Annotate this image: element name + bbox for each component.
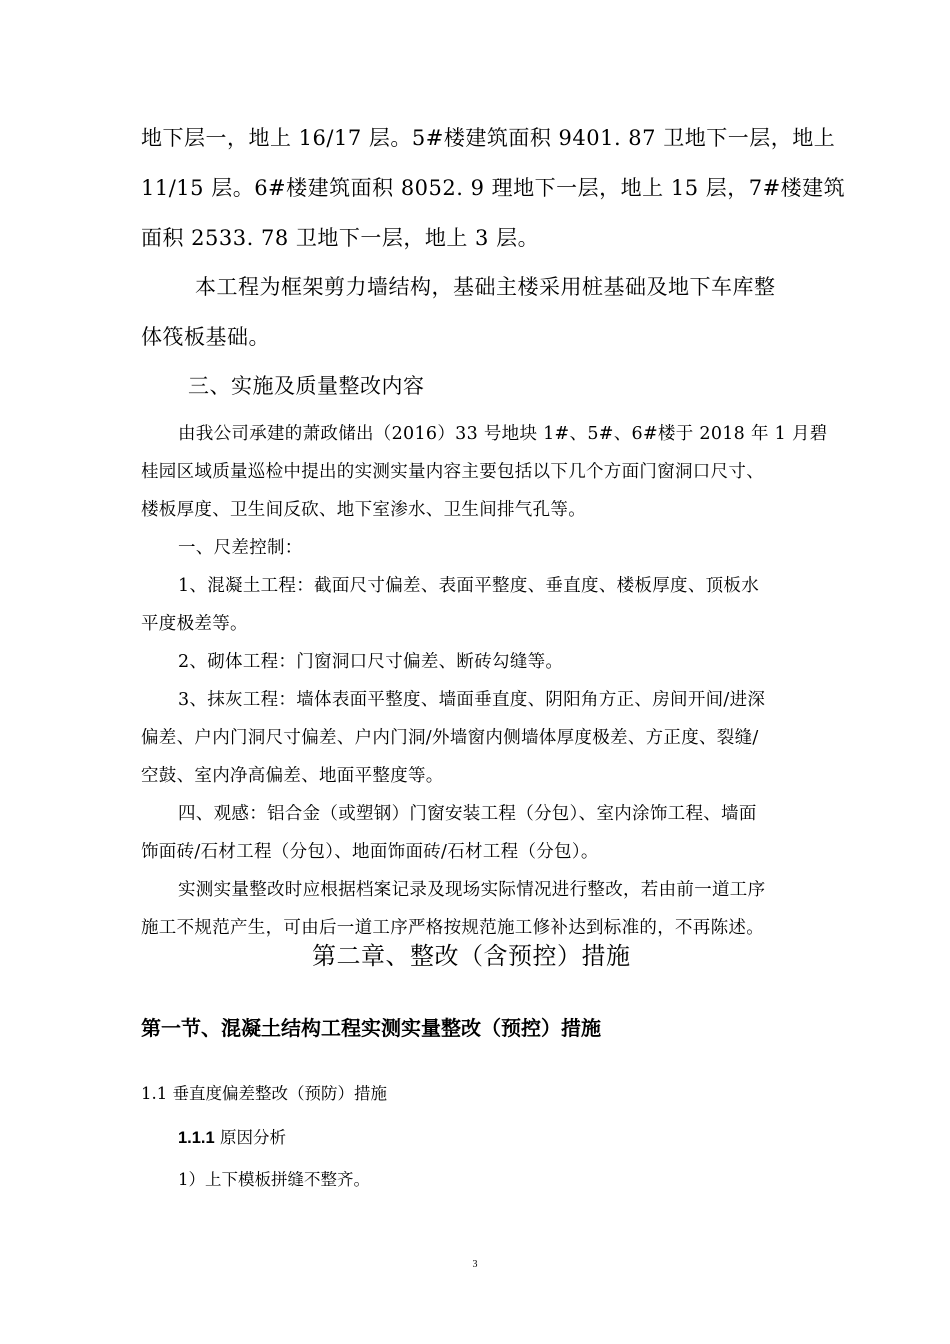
body-line: 空鼓、室内净高偏差、地面平整度等。	[141, 766, 444, 786]
subsection-title: 1.1 垂直度偏差整改（预防）措施	[141, 1084, 387, 1103]
body-line: 由我公司承建的萧政储出（2016）33 号地块 1#、5#、6#楼于 2018 年 1 月碧	[178, 424, 828, 444]
subsubsection-title: 原因分析	[219, 1128, 286, 1147]
page-number: 3	[472, 1259, 478, 1270]
body-line: 2、砌体工程：门窗洞口尺寸偏差、断砖勾缝等。	[178, 652, 564, 672]
body-line: 桂园区域质量巡检中提出的实测实量内容主要包括以下几个方面门窗洞口尺寸、	[141, 462, 764, 482]
body-line: 四、观感：铝合金（或塑钢）门窗安装工程（分包）、室内涂饰工程、墙面	[178, 804, 757, 824]
chapter-title: 第二章、整改（含预控）措施	[312, 942, 631, 970]
list-item: 1）上下模板拼缝不整齐。	[178, 1170, 370, 1189]
body-line: 楼板厚度、卫生间反砍、地下室渗水、卫生间排气孔等。	[141, 500, 586, 520]
heading-implementation: 三、实施及质量整改内容	[188, 374, 425, 398]
structure-line: 本工程为框架剪力墙结构，基础主楼采用桩基础及地下车库整	[195, 275, 776, 299]
subsubsection-number: 1.1.1	[178, 1129, 215, 1147]
subsubsection-heading	[178, 1130, 286, 1147]
intro-line: 地下层一，地上 16/17 层。5#楼建筑面积 9401. 87 卫地下一层，地上	[141, 126, 836, 150]
body-line: 3、抹灰工程：墙体表面平整度、墙面垂直度、阴阳角方正、房间开间/进深	[178, 690, 766, 710]
body-line: 饰面砖/石材工程（分包）、地面饰面砖/石材工程（分包）。	[141, 842, 599, 862]
intro-line: 面积 2533. 78 卫地下一层，地上 3 层。	[141, 226, 540, 250]
body-line: 偏差、户内门洞尺寸偏差、户内门洞/外墙窗内侧墙体厚度极差、方正度、裂缝/	[141, 728, 759, 748]
body-line: 1、混凝土工程：截面尺寸偏差、表面平整度、垂直度、楼板厚度、顶板水	[178, 576, 760, 596]
body-line: 一、尺差控制：	[178, 538, 303, 558]
intro-line: 11/15 层。6#楼建筑面积 8052. 9 理地下一层，地上 15 层，7#楼建筑	[141, 176, 846, 200]
body-line: 平度极差等。	[141, 614, 248, 634]
section-title: 第一节、混凝土结构工程实测实量整改（预控）措施	[141, 1016, 601, 1040]
body-line: 实测实量整改时应根据档案记录及现场实际情况进行整改，若由前一道工序	[178, 880, 766, 900]
body-line: 施工不规范产生，可由后一道工序严格按规范施工修补达到标准的，不再陈述。	[141, 918, 764, 938]
structure-line: 体筏板基础。	[141, 325, 270, 349]
